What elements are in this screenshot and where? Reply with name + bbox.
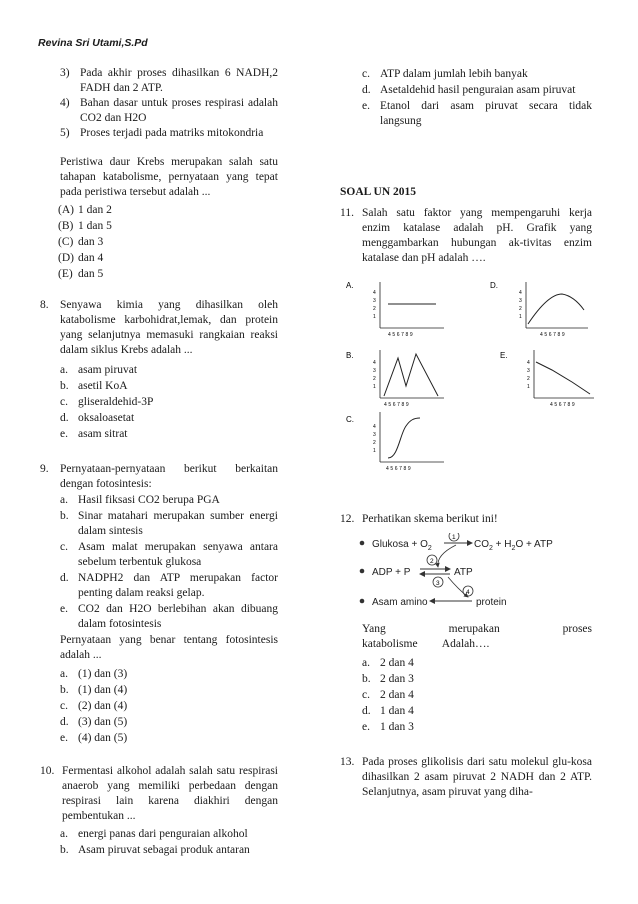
question-text: Pada proses glikolisis dari satu molekul glu-kosa dihasilkan 2 asam piruvat 2 NADH dan 2 ATP. Selanjutnya, asam piruvat yang diha- [362, 756, 592, 798]
statement-b: b. Sinar matahari merupakan sumber energi dalam sintesis [60, 510, 278, 537]
svg-text:2: 2 [527, 376, 530, 382]
question-number: 8. [40, 299, 49, 311]
step-2-label: 2 [430, 558, 434, 565]
graph-b-x-ticks: 456789 [384, 402, 411, 408]
graph-e-label: E. [500, 351, 508, 360]
step-1-label: 1 [452, 534, 456, 541]
option-b[interactable]: b. 2 dan 3 [362, 673, 414, 685]
ph-graphs [340, 274, 602, 472]
bullet-3 [360, 599, 365, 604]
svg-text:1: 1 [373, 384, 376, 390]
question-number: 11. [340, 207, 354, 219]
question-9-prompt: Pernyataan yang benar tentang fotosintesis adalah ... [60, 634, 278, 661]
svg-text:4: 4 [527, 360, 530, 366]
svg-text:4: 4 [373, 424, 376, 430]
graph-a-y-ticks [373, 290, 376, 320]
schema-row1-right: $CO_2 + H_2O$ + ATP [474, 539, 553, 552]
svg-text:3: 3 [373, 368, 376, 374]
question-text: Fermentasi alkohol adalah salah satu respirasi anaerob yang memiliki perbedaan dengan respirasi lain karena diakhiri dengan pembentukan ... [62, 765, 278, 822]
option-b[interactable]: b. asetil KoA [60, 380, 128, 392]
question-12-prompt: Yang merupakan proses katabolisme Adalah…. [362, 623, 592, 650]
graph-b-label: B. [346, 351, 354, 360]
graph-b-y-ticks [373, 360, 376, 390]
schema-row3-right: protein [476, 597, 507, 608]
svg-text:3: 3 [373, 432, 376, 438]
question-text: Pernyataan-pernyataan berikut berkaitan dengan fotosintesis: [60, 463, 278, 490]
left-column [40, 66, 278, 872]
question-13 [340, 755, 592, 800]
graph-a-x-ticks: 456789 [388, 332, 415, 338]
section-title: SOAL UN 2015 [340, 186, 417, 198]
graph-c[interactable] [346, 412, 444, 472]
schema-row1-left: Glukosa + $O_2$ [372, 539, 432, 552]
question-9 [40, 462, 278, 746]
option-a[interactable]: a. asam piruvat [60, 364, 138, 376]
step-4-label: 4 [466, 589, 470, 596]
svg-text:1: 1 [519, 314, 522, 320]
option-e[interactable]: e. Etanol dari asam piruvat secara tidak langsung [362, 100, 592, 127]
question-text: Salah satu faktor yang mempengaruhi kerja enzim katalase adalah pH. Grafik yang menggambarkan hubungan ak-tivitas enzim katalase dan pH adalah …. [362, 207, 592, 264]
question-10-continuation [362, 67, 592, 129]
graph-a[interactable] [346, 281, 444, 338]
metabolism-schema [340, 533, 592, 618]
graph-d-label: D. [490, 281, 498, 290]
option-d[interactable]: d. Asetaldehid hasil penguraian asam piruvat [362, 84, 576, 96]
option-c[interactable]: c. (2) dan (4) [60, 700, 128, 712]
svg-text:2: 2 [519, 306, 522, 312]
graph-c-label: C. [346, 415, 354, 424]
svg-text:3: 3 [527, 368, 530, 374]
graph-c-x-ticks: 456789 [386, 466, 413, 472]
svg-text:1: 1 [527, 384, 530, 390]
svg-text:4: 4 [373, 360, 376, 366]
svg-text:4: 4 [373, 290, 376, 296]
arrow-link [438, 545, 456, 567]
right-column [330, 66, 592, 814]
svg-text:3: 3 [373, 298, 376, 304]
bullet-2 [360, 569, 365, 574]
option-c[interactable]: c. 2 dan 4 [362, 689, 414, 701]
graph-a-label: A. [346, 281, 354, 290]
graph-e-y-ticks [527, 360, 530, 390]
option-b[interactable]: b. (1) dan (4) [60, 684, 128, 696]
schema-row2-left: ADP + P [372, 567, 411, 578]
question-10 [40, 764, 278, 858]
svg-text:2: 2 [373, 306, 376, 312]
question-11 [340, 206, 592, 472]
graph-c-y-ticks [373, 424, 376, 454]
question-text: Perhatikan skema berikut ini! [362, 513, 498, 525]
statement-d: d. NADPH2 dan ATP merupakan factor penting dalam reaksi gelap. [60, 572, 278, 599]
question-7-prompt: Peristiwa daur Krebs merupakan salah satu tahapan katabolisme, pernyataan yang tepat pada peristiwa tersebut adalah ... [60, 156, 278, 198]
graph-e[interactable] [500, 350, 594, 408]
option-c[interactable]: c. ATP dalam jumlah lebih banyak [362, 68, 528, 80]
option-d[interactable]: d. (3) dan (5) [60, 716, 128, 728]
svg-text:4: 4 [519, 290, 522, 296]
question-number: 13. [340, 756, 355, 768]
option-a[interactable]: (A) 1 dan 2 [58, 204, 112, 216]
question-number: 10. [40, 765, 55, 777]
svg-text:3: 3 [519, 298, 522, 304]
option-e[interactable]: e. 1 dan 3 [362, 721, 414, 733]
statement-5: 5) Proses terjadi pada matriks mitokondria [60, 127, 264, 139]
option-b[interactable]: (B) 1 dan 5 [58, 220, 112, 232]
question-number: 9. [40, 463, 49, 475]
statement-4: 4) Bahan dasar untuk proses respirasi adalah CO2 dan H2O [60, 97, 278, 124]
schema-diagram [340, 533, 590, 613]
option-a[interactable]: a. energi panas dari penguraian alkohol [60, 828, 248, 840]
question-8 [40, 298, 278, 442]
graph-e-x-ticks: 456789 [550, 402, 577, 408]
option-e[interactable]: e. (4) dan (5) [60, 732, 128, 744]
svg-text:2: 2 [373, 376, 376, 382]
statement-c: c. Asam malat merupakan senyawa antara sebelum terbentuk glukosa [60, 541, 278, 568]
option-d[interactable]: d. oksaloasetat [60, 412, 135, 424]
schema-row2-right: ATP [454, 567, 473, 578]
schema-row3-left: Asam amino [372, 597, 428, 608]
option-a[interactable]: a. 2 dan 4 [362, 657, 414, 669]
option-a[interactable]: a. (1) dan (3) [60, 668, 128, 680]
option-d[interactable]: (D) dan 4 [58, 252, 104, 264]
author-header: Revina Sri Utami,S.Pd [38, 37, 148, 49]
option-e[interactable]: e. asam sitrat [60, 428, 128, 440]
option-b[interactable]: b. Asam piruvat sebagai produk antaran [60, 844, 250, 856]
option-e[interactable]: (E) dan 5 [58, 268, 104, 280]
question-12 [340, 512, 592, 735]
graph-d-y-ticks [519, 290, 522, 320]
svg-text:2: 2 [373, 440, 376, 446]
statement-a: a. Hasil fiksasi CO2 berupa PGA [60, 494, 220, 506]
svg-text:1: 1 [373, 448, 376, 454]
graph-d-x-ticks: 456789 [540, 332, 567, 338]
graph-figure [340, 274, 602, 472]
question-number: 12. [340, 513, 355, 525]
graph-b[interactable] [346, 350, 444, 408]
graph-d[interactable] [490, 281, 588, 338]
option-c[interactable]: c. gliseraldehid-3P [60, 396, 154, 408]
statement-e: e. CO2 dan H2O berlebihan akan dibuang dalam fotosintesis [60, 603, 278, 630]
statement-3: 3) Pada akhir proses dihasilkan 6 NADH,2 FADH dan 2 ATP. [60, 67, 278, 94]
question-7-continuation [40, 66, 278, 282]
option-c[interactable]: (C) dan 3 [58, 236, 104, 248]
question-text: Senyawa kimia yang dihasilkan oleh katabolisme karbohidrat,lemak, dan protein yang selanjutnya memasuki rangkaian reaksi dalam siklus Krebs adalah ... [60, 299, 278, 356]
step-3-label: 3 [436, 580, 440, 587]
option-d[interactable]: d. 1 dan 4 [362, 705, 414, 717]
svg-text:1: 1 [373, 314, 376, 320]
bullet-1 [360, 541, 365, 546]
